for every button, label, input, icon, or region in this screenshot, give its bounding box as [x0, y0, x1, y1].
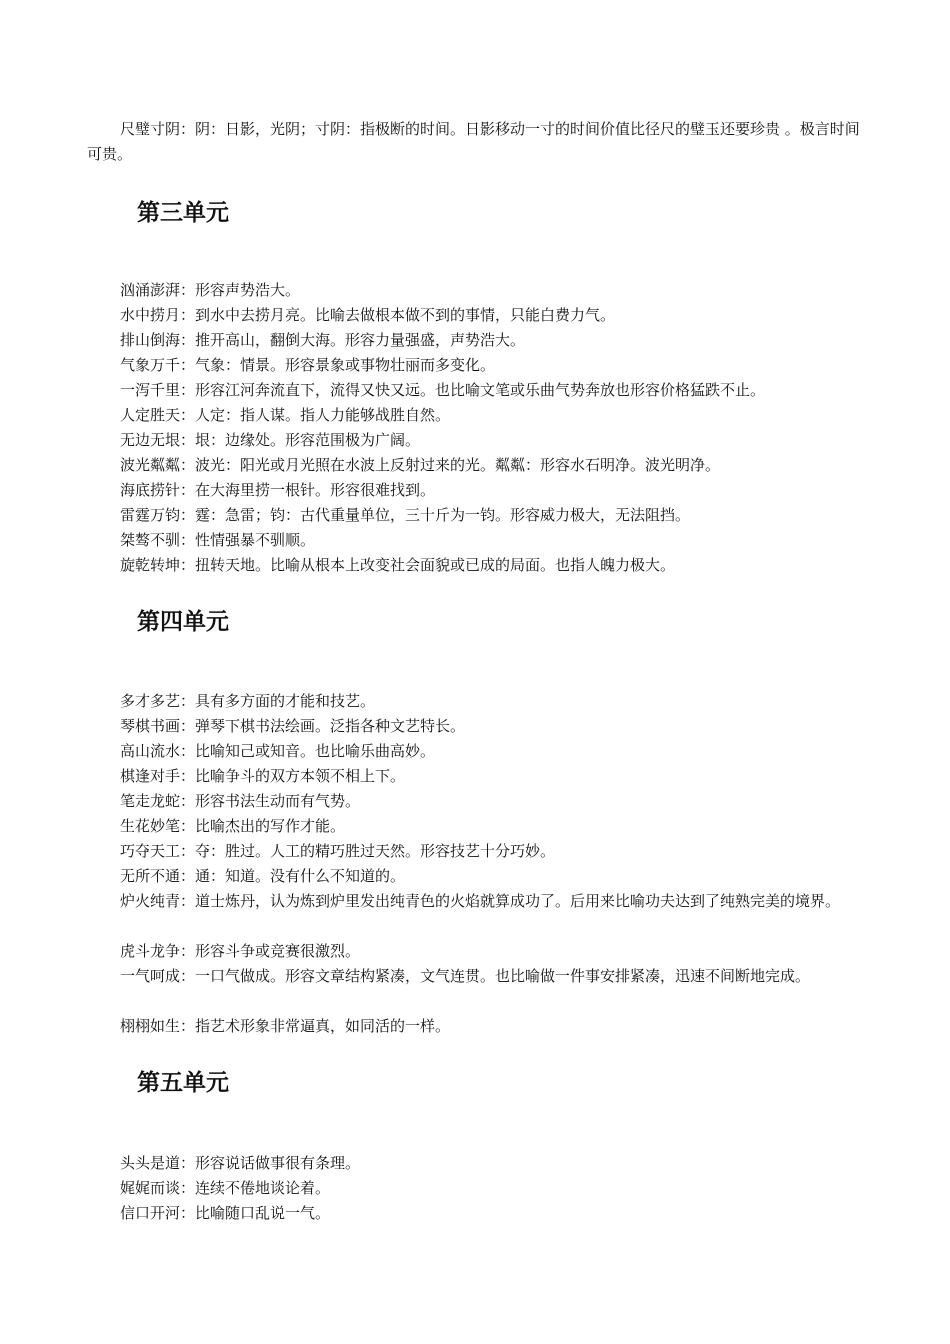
entry-definition: 波光：阳光或月光照在水波上反射过来的光。粼粼：形容水石明净。波光明净。: [195, 456, 721, 474]
list-item: 气象万千：气象：情景。形容景象或事物壮丽而多变化。: [120, 356, 496, 374]
list-item: 巧夺天工：夺：胜过。人工的精巧胜过天然。形容技艺十分巧妙。: [120, 842, 556, 860]
entry-definition: 比喻知己或知音。也比喻乐曲高妙。: [195, 742, 436, 760]
entry-term: 棋逢对手: [120, 767, 181, 785]
entry-term: 海底捞针: [120, 481, 181, 499]
entry-definition: 推开高山，翻倒大海。形容力量强盛，声势浩大。: [195, 331, 526, 349]
entry-term: 雷霆万钧: [120, 506, 181, 524]
list-item: 高山流水：比喻知己或知音。也比喻乐曲高妙。: [120, 742, 436, 760]
list-item: 桀骜不驯：性情强暴不驯顺。: [120, 531, 316, 549]
list-item: 海底捞针：在大海里捞一根针。形容很难找到。: [120, 481, 436, 499]
list-item: 娓娓而谈：连续不倦地谈论着。: [120, 1179, 331, 1197]
entry-definition: 形容说话做事很有条理。: [195, 1154, 361, 1172]
entry-definition: 形容声势浩大。: [195, 281, 301, 299]
entry-term: 虎斗龙争: [120, 942, 181, 960]
entry-term: 无所不通: [120, 867, 181, 885]
list-item: 一气呵成：一口气做成。形容文章结构紧凑，文气连贯。也比喻做一件事安排紧凑，迅速不间断地完成。: [120, 967, 811, 985]
entry-definition: 形容斗争或竞赛很激烈。: [195, 942, 361, 960]
entry-definition: 弹琴下棋书法绘画。泛指各种文艺特长。: [195, 717, 466, 735]
entry-term: 笔走龙蛇: [120, 792, 181, 810]
entry-definition: 具有多方面的才能和技艺。: [195, 692, 376, 710]
entry-definition: 扭转天地。比喻从根本上改变社会面貌或已成的局面。也指人魄力极大。: [195, 556, 676, 574]
entry-term: 琴棋书画: [120, 717, 181, 735]
list-item: 无边无垠：垠：边缘处。形容范围极为广阔。: [120, 431, 421, 449]
list-item: 雷霆万钧：霆：急雷；钧：古代重量单位，三十斤为一钧。形容威力极大，无法阻挡。: [120, 506, 691, 524]
entry-definition: 通：知道。没有什么不知道的。: [195, 867, 406, 885]
list-item: 栩栩如生：指艺术形象非常逼真，如同活的一样。: [120, 1017, 451, 1035]
entry-term: 人定胜天: [120, 406, 181, 424]
entry-definition: 连续不倦地谈论着。: [195, 1179, 331, 1197]
section-heading-5: 第五单元: [137, 1070, 229, 1096]
entry-term: 栩栩如生: [120, 1017, 181, 1035]
entry-definition: 形容江河奔流直下，流得又快又远。也比喻文笔或乐曲气势奔放也形容价格猛跌不止。: [195, 381, 766, 399]
entry-definition: 人定：指人谋。指人力能够战胜自然。: [195, 406, 451, 424]
list-item: 炉火纯青：道士炼丹，认为炼到炉里发出纯青色的火焰就算成功了。后用来比喻功夫达到了纯熟完美的境界。: [120, 892, 841, 910]
list-item: 无所不通：通：知道。没有什么不知道的。: [120, 867, 406, 885]
entry-term: 无边无垠: [120, 431, 181, 449]
list-item: 多才多艺：具有多方面的才能和技艺。: [120, 692, 376, 710]
entry-term: 生花妙笔: [120, 817, 181, 835]
list-item: 棋逢对手：比喻争斗的双方本领不相上下。: [120, 767, 406, 785]
list-item: 水中捞月：到水中去捞月亮。比喻去做根本做不到的事情，只能白费力气。: [120, 306, 616, 324]
entry-term: 高山流水: [120, 742, 181, 760]
entry-definition: 指艺术形象非常逼真，如同活的一样。: [195, 1017, 451, 1035]
list-item: 笔走龙蛇：形容书法生动而有气势。: [120, 792, 361, 810]
entry-definition: 比喻杰出的写作才能。: [195, 817, 346, 835]
entry-term: 一气呵成: [120, 967, 181, 985]
list-item: 头头是道：形容说话做事很有条理。: [120, 1154, 361, 1172]
entry-term: 娓娓而谈: [120, 1179, 181, 1197]
list-item: 旋乾转坤：扭转天地。比喻从根本上改变社会面貌或已成的局面。也指人魄力极大。: [120, 556, 676, 574]
entry-term: 信口开河: [120, 1204, 181, 1222]
list-item: 汹涌澎湃：形容声势浩大。: [120, 281, 301, 299]
entry-term: 巧夺天工: [120, 842, 181, 860]
entry-definition: 道士炼丹，认为炼到炉里发出纯青色的火焰就算成功了。后用来比喻功夫达到了纯熟完美的境界。: [195, 892, 841, 910]
entry-term: 一泻千里: [120, 381, 181, 399]
entry-term: 排山倒海: [120, 331, 181, 349]
entry-definition: 阴：日影，光阴；寸阴：指极断的时间。日影移动一寸的时间价值比径尺的璧玉还要珍贵 。极言时间可贵。: [87, 120, 860, 163]
entry-definition: 气象：情景。形容景象或事物壮丽而多变化。: [195, 356, 496, 374]
entry-definition: 夺：胜过。人工的精巧胜过天然。形容技艺十分巧妙。: [195, 842, 556, 860]
list-item: 虎斗龙争：形容斗争或竞赛很激烈。: [120, 942, 361, 960]
entry-definition: 霆：急雷；钧：古代重量单位，三十斤为一钧。形容威力极大，无法阻挡。: [195, 506, 691, 524]
list-item: 波光粼粼：波光：阳光或月光照在水波上反射过来的光。粼粼：形容水石明净。波光明净。: [120, 456, 721, 474]
list-item: 人定胜天：人定：指人谋。指人力能够战胜自然。: [120, 406, 451, 424]
entry-term: 多才多艺: [120, 692, 181, 710]
entry-definition: 垠：边缘处。形容范围极为广阔。: [195, 431, 421, 449]
entry-definition: 在大海里捞一根针。形容很难找到。: [195, 481, 436, 499]
entry-term: 波光粼粼: [120, 456, 181, 474]
entry-definition: 性情强暴不驯顺。: [195, 531, 316, 549]
entry-term: 尺璧寸阴: [120, 120, 181, 138]
entry-term: 气象万千: [120, 356, 181, 374]
list-item: 琴棋书画：弹琴下棋书法绘画。泛指各种文艺特长。: [120, 717, 466, 735]
entry-definition: 一口气做成。形容文章结构紧凑，文气连贯。也比喻做一件事安排紧凑，迅速不间断地完成。: [195, 967, 811, 985]
entry-definition: 比喻随口乱说一气。: [195, 1204, 331, 1222]
entry-definition: 形容书法生动而有气势。: [195, 792, 361, 810]
list-item: 排山倒海：推开高山，翻倒大海。形容力量强盛，声势浩大。: [120, 331, 526, 349]
section-heading-3: 第三单元: [137, 200, 229, 226]
entry-term: 炉火纯青: [120, 892, 181, 910]
entry-term: 水中捞月: [120, 306, 181, 324]
list-item: 信口开河：比喻随口乱说一气。: [120, 1204, 331, 1222]
section-heading-4: 第四单元: [137, 609, 229, 635]
list-item: 一泻千里：形容江河奔流直下，流得又快又远。也比喻文笔或乐曲气势奔放也形容价格猛跌不止。: [120, 381, 766, 399]
entry-term: 旋乾转坤: [120, 556, 181, 574]
intro-entry: 尺璧寸阴：阴：日影，光阴；寸阴：指极断的时间。日影移动一寸的时间价值比径尺的璧玉还要珍贵 。极言时间可贵。: [87, 120, 860, 163]
list-item: 生花妙笔：比喻杰出的写作才能。: [120, 817, 346, 835]
entry-term: 汹涌澎湃: [120, 281, 181, 299]
entry-term: 桀骜不驯: [120, 531, 181, 549]
entry-definition: 到水中去捞月亮。比喻去做根本做不到的事情，只能白费力气。: [195, 306, 616, 324]
entry-definition: 比喻争斗的双方本领不相上下。: [195, 767, 406, 785]
entry-term: 头头是道: [120, 1154, 181, 1172]
